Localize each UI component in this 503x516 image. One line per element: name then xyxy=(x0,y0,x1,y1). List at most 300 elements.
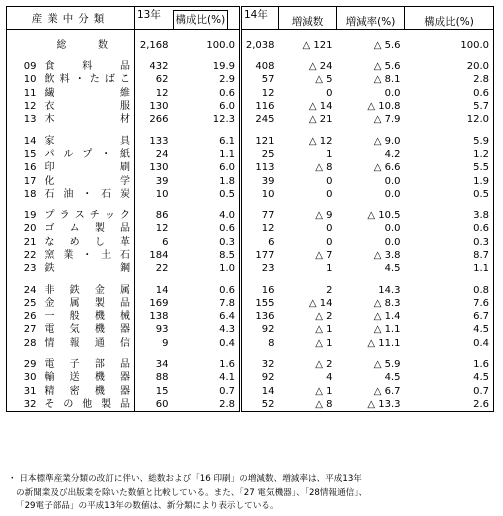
change-rate: 0.0 xyxy=(384,223,401,235)
ratio-14: 1.2 xyxy=(405,148,494,161)
ratio-14: 4.5 xyxy=(405,323,494,336)
total-row xyxy=(7,38,494,52)
value-13: 130 xyxy=(149,101,169,113)
name-char: 電 xyxy=(44,324,55,336)
industry-name xyxy=(43,323,135,336)
industry-name xyxy=(43,100,135,113)
value-14: 113 xyxy=(255,162,275,174)
name-char: プ xyxy=(44,210,55,222)
name-char: ラ xyxy=(59,210,70,222)
change-rate: △ 6.7 xyxy=(373,385,401,397)
value-13: 184 xyxy=(149,250,169,261)
table-row xyxy=(7,337,494,350)
value-14: 10 xyxy=(261,188,275,200)
industry-name xyxy=(43,60,135,73)
name-char: 製 xyxy=(94,297,105,309)
name-char: 情 xyxy=(44,337,55,349)
ratio-14: 1.1 xyxy=(405,262,494,275)
value-13: 266 xyxy=(149,114,169,126)
ratio-14: 12.0 xyxy=(405,113,494,126)
name-char: ゴ xyxy=(44,223,55,235)
spacer-row xyxy=(7,350,494,358)
name-char: 電 xyxy=(44,359,55,371)
name-char: 属 xyxy=(69,297,80,309)
change-value: 1 xyxy=(326,148,333,160)
name-char: ・ xyxy=(74,74,85,86)
table-row xyxy=(7,161,494,174)
industry-name xyxy=(43,209,135,222)
industry-name xyxy=(43,148,135,161)
ratio-13: 6.4 xyxy=(173,310,241,323)
industry-name xyxy=(43,161,135,174)
value-13: 130 xyxy=(149,162,169,174)
name-char: 鉄 xyxy=(44,263,55,275)
industry-code: 12 xyxy=(7,100,43,113)
industry-name xyxy=(43,310,135,323)
name-char: 報 xyxy=(69,337,80,349)
change-value: △ 24 xyxy=(308,61,333,73)
industry-code: 15 xyxy=(7,148,43,161)
value-14: 92 xyxy=(261,324,275,336)
name-char: 他 xyxy=(82,398,93,410)
industry-code: 10 xyxy=(7,73,43,86)
name-char: ク xyxy=(119,210,130,222)
name-char: ば xyxy=(104,74,115,86)
name-char: 飲 xyxy=(44,74,55,86)
industry-name xyxy=(43,249,135,262)
value-14: 155 xyxy=(255,297,275,309)
ratio-13: 0.4 xyxy=(173,337,241,350)
industry-statistics-table xyxy=(6,6,494,412)
footnote-line: ・ 日本標準産業分類の改訂に伴い、総数および「16 印刷」の増減数、増減率は、平成13年 xyxy=(8,474,362,484)
name-char: 総 xyxy=(56,39,67,51)
ratio-13: 0.7 xyxy=(173,385,241,398)
table-row xyxy=(7,310,494,323)
name-char: 品 xyxy=(119,359,130,371)
industry-name xyxy=(43,371,135,384)
change-rate: △ 7.9 xyxy=(373,114,401,126)
industry-code xyxy=(7,38,43,52)
change-value: △ 5 xyxy=(315,74,333,86)
change-value: △ 2 xyxy=(315,359,333,371)
change-rate: △ 8.1 xyxy=(373,74,401,86)
name-char: 般 xyxy=(69,311,80,323)
ratio-13: 6.0 xyxy=(173,100,241,113)
change-rate: 0.0 xyxy=(384,175,401,187)
change-value: △ 1 xyxy=(315,324,333,336)
name-char: 刷 xyxy=(120,162,130,174)
ratio-13: 1.1 xyxy=(173,148,241,161)
name-char: チ xyxy=(89,210,100,222)
industry-code: 24 xyxy=(7,283,43,296)
industry-name xyxy=(43,38,135,52)
ratio-13: 0.6 xyxy=(173,87,241,100)
value-13: 39 xyxy=(155,175,169,187)
name-char: 械 xyxy=(119,311,130,323)
industry-code: 27 xyxy=(7,323,43,336)
name-char: パ xyxy=(44,148,55,160)
name-char: 子 xyxy=(69,359,80,371)
name-char: 非 xyxy=(44,284,55,296)
name-char: 窯 xyxy=(44,250,55,261)
change-value: 0 xyxy=(326,223,333,235)
name-char: の xyxy=(63,398,74,410)
table-row xyxy=(7,87,494,100)
change-value: △ 12 xyxy=(308,135,333,147)
industry-name xyxy=(43,188,135,201)
industry-name xyxy=(43,113,135,126)
name-char: 料 xyxy=(82,61,93,73)
ratio-14: 5.7 xyxy=(405,100,494,113)
name-char: 衣 xyxy=(44,101,55,113)
change-rate: △ 10.8 xyxy=(367,101,401,113)
header-change-rate: 増減率(%) xyxy=(337,7,405,30)
table-row xyxy=(7,100,494,113)
name-char: し xyxy=(94,236,105,248)
name-char: 送 xyxy=(69,372,80,384)
table-row xyxy=(7,236,494,249)
change-value: △ 21 xyxy=(308,114,333,126)
industry-name xyxy=(43,87,135,100)
table-row xyxy=(7,297,494,310)
value-13: 34 xyxy=(155,359,169,371)
change-rate: 0.0 xyxy=(384,188,401,200)
industry-name xyxy=(43,283,135,296)
change-value: 2 xyxy=(326,284,333,296)
industry-name xyxy=(43,174,135,187)
name-char: 石 xyxy=(101,188,112,200)
name-char: プ xyxy=(82,148,93,160)
name-char: 維 xyxy=(120,87,130,99)
change-rate: 14.3 xyxy=(378,284,401,296)
value-14: 12 xyxy=(261,87,275,99)
change-value: △ 1 xyxy=(315,337,333,349)
value-14: 2,038 xyxy=(245,39,275,51)
change-rate: 0.0 xyxy=(384,236,401,248)
industry-code: 28 xyxy=(7,337,43,350)
ratio-14: 1.9 xyxy=(405,174,494,187)
name-char: 学 xyxy=(120,175,130,187)
change-rate: △ 13.3 xyxy=(337,398,405,412)
industry-name xyxy=(43,385,135,398)
ratio-13: 2.9 xyxy=(173,73,241,86)
name-char: ル xyxy=(63,148,74,160)
footnote xyxy=(8,473,498,514)
industry-code: 13 xyxy=(7,113,43,126)
value-14: 23 xyxy=(261,263,275,275)
name-char: 部 xyxy=(94,359,105,371)
value-14: 25 xyxy=(261,148,275,160)
name-char: 器 xyxy=(119,385,130,397)
change-value: 0 xyxy=(326,175,333,187)
industry-code: 32 xyxy=(7,398,43,412)
value-13: 88 xyxy=(155,372,169,384)
change-rate: △ 5.9 xyxy=(373,359,401,371)
spacer-row xyxy=(7,126,494,134)
name-char: こ xyxy=(119,74,130,86)
value-13: 86 xyxy=(155,210,169,222)
change-rate: 4.5 xyxy=(384,372,401,384)
industry-code: 30 xyxy=(7,371,43,384)
value-14: 6 xyxy=(268,236,275,248)
name-char: 機 xyxy=(94,372,105,384)
change-value: △ 14 xyxy=(308,101,333,113)
ratio-13: 6.0 xyxy=(173,161,241,174)
ratio-13: 0.6 xyxy=(173,283,241,296)
name-char: 通 xyxy=(94,337,105,349)
name-char: 気 xyxy=(69,324,80,336)
industry-code: 22 xyxy=(7,249,43,262)
ratio-14: 1.6 xyxy=(405,358,494,371)
change-rate: △ 8.3 xyxy=(373,297,401,309)
value-13: 6 xyxy=(162,236,169,248)
table-row xyxy=(7,209,494,222)
ratio-13: 1.6 xyxy=(173,358,241,371)
name-char: 食 xyxy=(44,61,55,73)
table-row xyxy=(7,222,494,235)
name-char: そ xyxy=(44,398,55,410)
change-value: △ 9 xyxy=(315,210,333,222)
industry-code: 20 xyxy=(7,222,43,235)
value-14: 12 xyxy=(261,223,275,235)
change-rate: △ 11.1 xyxy=(367,337,401,349)
name-char: 数 xyxy=(98,39,108,51)
table-row xyxy=(7,262,494,275)
industry-code: 29 xyxy=(7,358,43,371)
industry-name xyxy=(43,73,135,86)
value-14: 92 xyxy=(261,372,275,384)
footnote-line: 「29電子部品」の平成13年の数値は、新分類により表示している。 xyxy=(16,501,279,511)
value-14: 14 xyxy=(261,385,275,397)
change-rate: △ 10.5 xyxy=(367,210,401,222)
value-14: 408 xyxy=(255,61,275,73)
ratio-13: 4.3 xyxy=(173,323,241,336)
table-row xyxy=(7,60,494,73)
ratio-14: 0.5 xyxy=(405,188,494,201)
name-char: 品 xyxy=(120,61,130,73)
header-ratio13: 構成比(%) xyxy=(173,7,241,30)
table-row xyxy=(7,148,494,161)
table-row xyxy=(7,323,494,336)
name-char: 具 xyxy=(120,135,130,147)
value-13: 15 xyxy=(155,385,169,397)
name-char: 機 xyxy=(94,324,105,336)
name-char: 精 xyxy=(44,385,55,397)
name-char: 金 xyxy=(44,297,55,309)
value-14: 52 xyxy=(241,398,279,412)
header-year14: 14年 xyxy=(241,7,279,30)
change-rate: △ 5.6 xyxy=(373,61,401,73)
name-char: 密 xyxy=(69,385,80,397)
value-13: 2,168 xyxy=(139,39,169,51)
value-13: 9 xyxy=(162,337,169,349)
table-row xyxy=(7,249,494,262)
name-char: 化 xyxy=(44,175,55,187)
ratio-13: 4.0 xyxy=(173,209,241,222)
change-rate: △ 5.6 xyxy=(373,39,401,51)
name-char: 土 xyxy=(101,250,112,261)
table-row xyxy=(7,134,494,147)
industry-code: 14 xyxy=(7,134,43,147)
value-13: 12 xyxy=(155,223,169,235)
value-13: 60 xyxy=(135,398,173,412)
value-13: 93 xyxy=(155,324,169,336)
table-body xyxy=(7,30,494,412)
table-row xyxy=(7,371,494,384)
name-char: め xyxy=(69,236,80,248)
change-rate: △ 1.1 xyxy=(373,324,401,336)
name-char: 服 xyxy=(120,101,130,113)
value-13: 169 xyxy=(149,297,169,309)
industry-name xyxy=(43,358,135,371)
spacer-row xyxy=(7,275,494,283)
name-char: 木 xyxy=(44,114,55,126)
value-13: 12 xyxy=(155,87,169,99)
name-char: ッ xyxy=(104,210,115,222)
change-rate: △ 1.4 xyxy=(373,311,401,323)
change-value: △ 1 xyxy=(315,385,333,397)
ratio-14: 7.6 xyxy=(405,297,494,310)
ratio-14: 5.5 xyxy=(405,161,494,174)
ratio-14: 0.8 xyxy=(405,283,494,296)
name-char: ス xyxy=(74,210,85,222)
ratio-14: 0.4 xyxy=(405,337,494,350)
name-char: ・ xyxy=(101,148,112,160)
table-row xyxy=(7,385,494,398)
ratio-14: 3.8 xyxy=(405,209,494,222)
ratio-14: 8.7 xyxy=(405,249,494,262)
industry-code: 19 xyxy=(7,209,43,222)
spacer-row xyxy=(7,201,494,209)
name-char: ・ xyxy=(82,250,93,261)
value-14: 245 xyxy=(255,114,275,126)
header-change: 増減数 xyxy=(279,7,337,30)
ratio-14: 100.0 xyxy=(405,38,494,52)
name-char: 機 xyxy=(94,385,105,397)
name-char: 石 xyxy=(44,188,55,200)
ratio-14: 0.6 xyxy=(405,87,494,100)
ratio-13: 0.3 xyxy=(173,236,241,249)
value-13: 14 xyxy=(155,284,169,296)
value-14: 57 xyxy=(261,74,275,86)
table-row xyxy=(7,358,494,371)
name-char: 油 xyxy=(63,188,74,200)
ratio-13: 0.5 xyxy=(173,188,241,201)
change-value: △ 7 xyxy=(315,250,333,261)
value-13: 62 xyxy=(155,74,169,86)
industry-code: 31 xyxy=(7,385,43,398)
table-row xyxy=(7,113,494,126)
table-row xyxy=(7,174,494,187)
ratio-13: 12.3 xyxy=(173,113,241,126)
ratio-13: 2.8 xyxy=(173,398,241,412)
industry-name xyxy=(43,262,135,275)
change-value: 4 xyxy=(326,372,333,384)
ratio-13: 6.1 xyxy=(173,134,241,147)
change-rate: 0.0 xyxy=(384,87,401,99)
value-14: 116 xyxy=(255,101,275,113)
name-char: 品 xyxy=(119,297,130,309)
spacer-row xyxy=(7,52,494,60)
change-value: △ 8 xyxy=(315,162,333,174)
ratio-13: 8.5 xyxy=(173,249,241,262)
name-char: 家 xyxy=(44,135,55,147)
industry-code: 25 xyxy=(7,297,43,310)
ratio-13: 100.0 xyxy=(173,38,241,52)
name-char: 料 xyxy=(59,74,70,86)
ratio-13: 7.8 xyxy=(173,297,241,310)
name-char: 品 xyxy=(119,223,130,235)
value-13: 10 xyxy=(155,188,169,200)
value-13: 138 xyxy=(149,311,169,323)
industry-name xyxy=(43,297,135,310)
value-13: 133 xyxy=(149,135,169,147)
value-14: 32 xyxy=(261,359,275,371)
name-char: な xyxy=(44,236,55,248)
industry-code: 23 xyxy=(7,262,43,275)
value-14: 77 xyxy=(261,210,275,222)
ratio-13: 4.1 xyxy=(173,371,241,384)
ratio-14: 0.6 xyxy=(405,222,494,235)
header-category: 産業中分類 xyxy=(7,7,135,30)
value-13: 24 xyxy=(155,148,169,160)
change-rate: △ 3.8 xyxy=(373,250,401,261)
ratio-14: 2.6 xyxy=(405,398,494,412)
name-char: 炭 xyxy=(120,188,130,200)
industry-code: 26 xyxy=(7,310,43,323)
table-row xyxy=(7,73,494,86)
change-value: △ 14 xyxy=(308,297,333,309)
change-rate: 4.2 xyxy=(384,148,401,160)
name-char: 信 xyxy=(119,337,130,349)
footnote-line: の新聞業及び出版業を除いた数値と比較している。また、「27 電気機器」、「28情報通信」、 xyxy=(16,487,368,498)
change-rate: 4.5 xyxy=(384,263,401,275)
change-rate: △ 6.6 xyxy=(373,162,401,174)
industry-name xyxy=(43,398,135,412)
name-char: 革 xyxy=(119,236,130,248)
ratio-13: 0.6 xyxy=(173,222,241,235)
name-char: た xyxy=(89,74,100,86)
value-14: 121 xyxy=(255,135,275,147)
value-14: 16 xyxy=(261,284,275,296)
change-rate: △ 9.0 xyxy=(373,135,401,147)
name-char: 印 xyxy=(44,162,55,174)
table-row xyxy=(7,188,494,201)
change-value: 1 xyxy=(326,263,333,275)
name-char: 繊 xyxy=(44,87,55,99)
ratio-14: 0.3 xyxy=(405,236,494,249)
industry-code: 11 xyxy=(7,87,43,100)
industry-name xyxy=(43,337,135,350)
spacer-row xyxy=(7,30,494,39)
ratio-14: 5.9 xyxy=(405,134,494,147)
industry-code: 09 xyxy=(7,60,43,73)
name-char: 一 xyxy=(44,311,55,323)
name-char: 材 xyxy=(120,114,130,126)
name-char: 紙 xyxy=(120,148,130,160)
industry-code: 16 xyxy=(7,161,43,174)
industry-name xyxy=(43,222,135,235)
name-char: 製 xyxy=(101,398,112,410)
table-row xyxy=(7,398,494,412)
header-year13: 13年 xyxy=(135,7,173,30)
name-char: 鉄 xyxy=(69,284,80,296)
header-row xyxy=(7,7,494,30)
name-char: 属 xyxy=(119,284,130,296)
name-char: 金 xyxy=(94,284,105,296)
ratio-13: 1.0 xyxy=(173,262,241,275)
value-14: 39 xyxy=(261,175,275,187)
